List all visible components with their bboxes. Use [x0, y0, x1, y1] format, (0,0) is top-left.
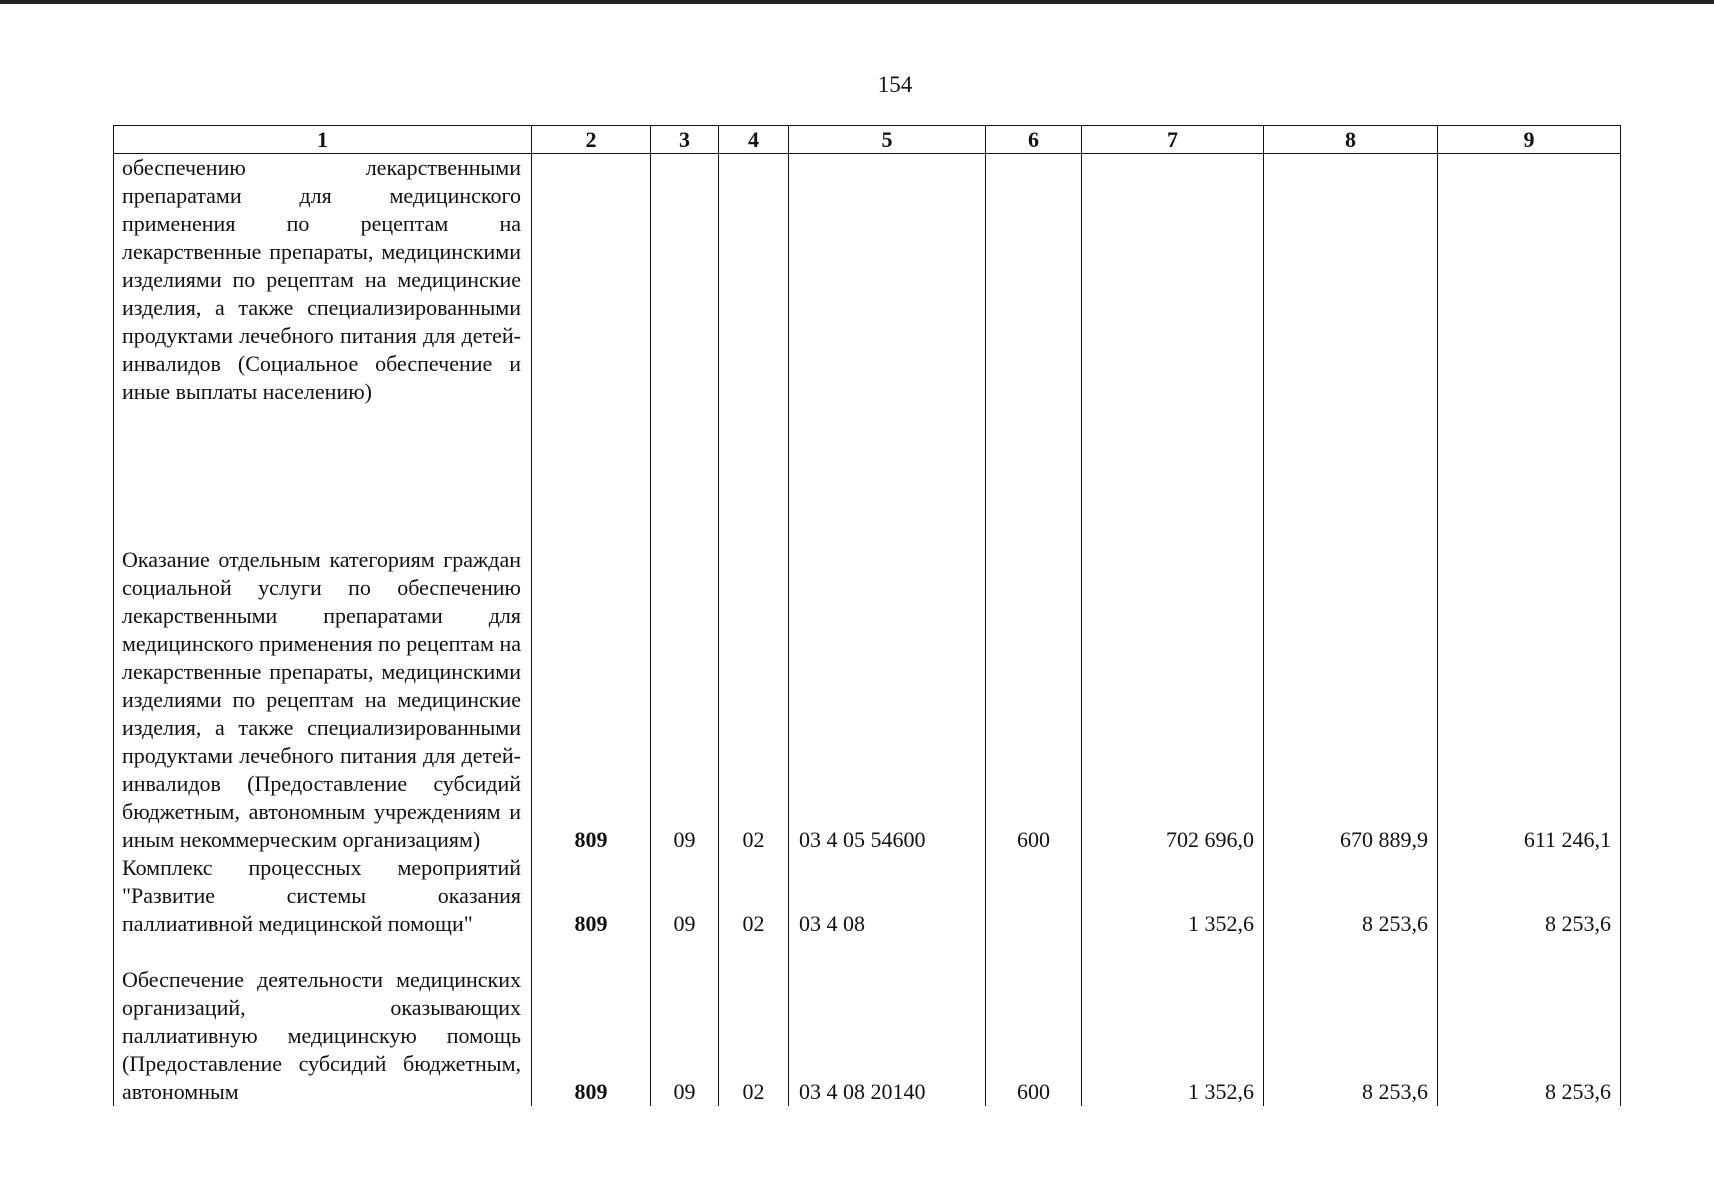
dept-code — [532, 154, 651, 463]
page-top-rule — [0, 0, 1714, 4]
subsection-code: 02 — [719, 938, 789, 1106]
row-name: Обеспечение деятельности медицинских организаций, оказывающих паллиативную медицинскую помощь (Предоставление субсидий бюджетным, автономным — [114, 938, 532, 1106]
target-article-code — [789, 154, 986, 463]
target-article-code: 03 4 08 20140 — [789, 938, 986, 1106]
amount-col-9: 8 253,6 — [1438, 938, 1621, 1106]
subsection-code — [719, 154, 789, 463]
table-row — [114, 854, 1621, 938]
amount-col-9 — [1438, 154, 1621, 463]
target-article-code: 03 4 05 54600 — [789, 462, 986, 854]
amount-col-8 — [1264, 154, 1438, 463]
section-code: 09 — [651, 854, 719, 938]
amount-col-7: 1 352,6 — [1082, 854, 1264, 938]
amount-col-9: 611 246,1 — [1438, 462, 1621, 854]
amount-col-7: 1 352,6 — [1082, 938, 1264, 1106]
target-article-code: 03 4 08 — [789, 854, 986, 938]
amount-col-7: 702 696,0 — [1082, 462, 1264, 854]
amount-col-9: 8 253,6 — [1438, 854, 1621, 938]
expense-type-code: 600 — [986, 938, 1082, 1106]
expense-type-code — [986, 854, 1082, 938]
subsection-code: 02 — [719, 462, 789, 854]
column-header-5: 5 — [789, 126, 986, 154]
column-header-1: 1 — [114, 126, 532, 154]
expense-type-code: 600 — [986, 462, 1082, 854]
dept-code: 809 — [532, 462, 651, 854]
page-number: 154 — [877, 72, 913, 97]
column-header-9: 9 — [1438, 126, 1621, 154]
amount-col-8: 8 253,6 — [1264, 938, 1438, 1106]
column-header-2: 2 — [532, 126, 651, 154]
section-code: 09 — [651, 462, 719, 854]
budget-table — [113, 125, 1621, 1106]
amount-col-8: 670 889,9 — [1264, 462, 1438, 854]
table-row — [114, 938, 1621, 1106]
header-row — [114, 126, 1621, 154]
column-header-8: 8 — [1264, 126, 1438, 154]
table-row — [114, 462, 1621, 854]
subsection-code: 02 — [719, 854, 789, 938]
table-row — [114, 154, 1621, 463]
column-header-4: 4 — [719, 126, 789, 154]
section-code: 09 — [651, 938, 719, 1106]
section-code — [651, 154, 719, 463]
row-name: Оказание отдельным категориям граждан социальной услуги по обеспечению лекарственными препаратами для медицинского применения по рецептам на лекарственные препараты, медицинскими изделиями по рецептам на медицинские изделия, а также специализированными продуктами лечебного питания для детей-инвалидов (Предоставление субсидий бюджетным, автономным учреждениям и иным некоммерческим организациям) — [114, 462, 532, 854]
row-name: обеспечению лекарственными препаратами для медицинского применения по рецептам на лекарственные препараты, медицинскими изделиями по рецептам на медицинские изделия, а также специализированными продуктами лечебного питания для детей-инвалидов (Социальное обеспечение и иные выплаты населению) — [114, 154, 532, 463]
column-header-7: 7 — [1082, 126, 1264, 154]
expense-type-code — [986, 154, 1082, 463]
row-name: Комплекс процессных мероприятий "Развитие системы оказания паллиативной медицинской помощи" — [114, 854, 532, 938]
column-header-6: 6 — [986, 126, 1082, 154]
dept-code: 809 — [532, 854, 651, 938]
column-header-3: 3 — [651, 126, 719, 154]
amount-col-8: 8 253,6 — [1264, 854, 1438, 938]
amount-col-7 — [1082, 154, 1264, 463]
dept-code: 809 — [532, 938, 651, 1106]
